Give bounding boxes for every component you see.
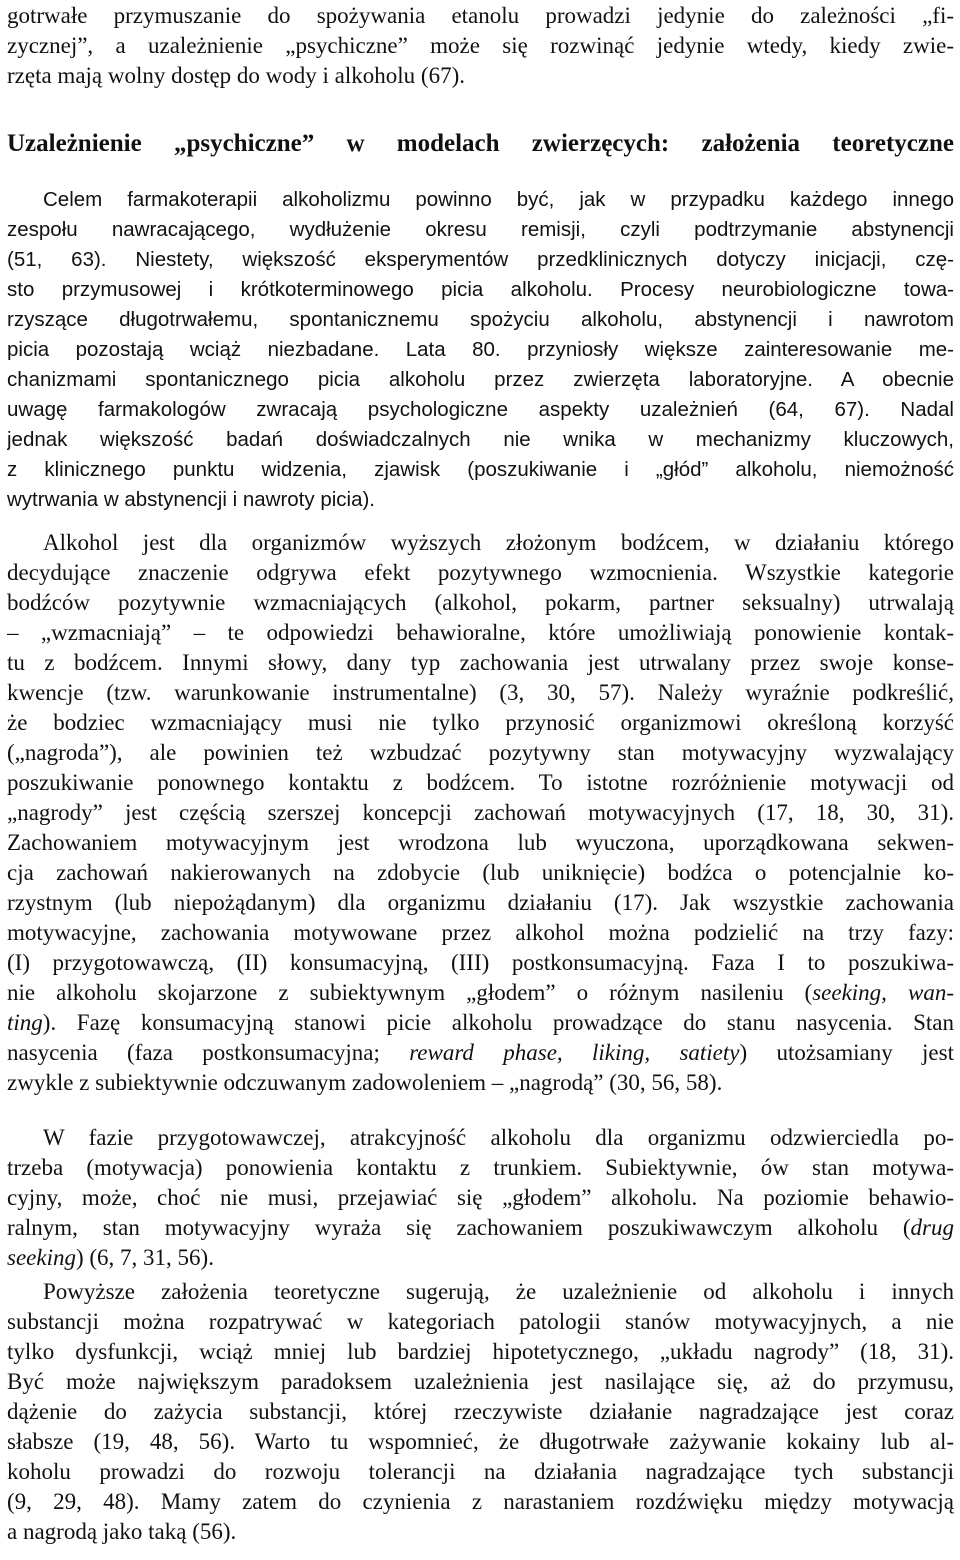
text-line: z klinicznego punktu widzenia, zjawisk (poszukiwanie i „głód” alkoholu, niemożność [7, 458, 954, 481]
italic-term: reward phase, liking, satiety [409, 1040, 740, 1065]
text-line: kwencje (tzw. warunkowanie instrumentalne) (3, 30, 57). Należy wyraźnie podkreślić, [7, 680, 954, 705]
text-line: zwykle z subiektywnie odczuwanym zadowoleniem – „nagrodą” (30, 56, 58). [7, 1070, 723, 1095]
text-line: uwagę farmakologów zwracają psychologiczne aspekty uzależnień (64, 67). Nadal [7, 398, 954, 421]
text-line: rzęta mają wolny dostęp do wody i alkoholu (67). [7, 63, 465, 88]
text-line [7, 1009, 954, 1039]
text-run: nie alkoholu skojarzone z subiektywnym „głodem” o różnym nasileniu ( [7, 980, 813, 1005]
text-line: decydujące znaczenie odgrywa efekt pozytywnego wzmocnienia. Wszystkie kategorie [7, 560, 954, 585]
italic-term: drug [910, 1215, 954, 1240]
text-line [7, 979, 954, 1009]
text-line: dążenie do zażycia substancji, której rzeczywiste działanie nagradzające jest coraz [7, 1399, 954, 1424]
text-line: zycznej”, a uzależnienie „psychiczne” może się rozwinąć jedynie wtedy, kiedy zwie- [7, 33, 954, 58]
text-line: gotrwałe przymuszanie do spożywania etanolu prowadzi jedynie do zależności „fi- [7, 3, 954, 28]
text-run: nasycenia (faza postkonsumacyjna; [7, 1040, 410, 1065]
text-line: motywacyjne, zachowania motywowane przez alkohol można podzielić na trzy fazy: [7, 920, 954, 945]
text-line: że bodziec wzmacniający musi nie tylko przynosić organizmowi określoną korzyść [7, 710, 954, 735]
text-line: substancji można rozpatrywać w kategoriach patologii stanów motywacyjnych, a nie [7, 1309, 954, 1334]
text-line: zespołu nawracającego, wydłużenie okresu remisji, czyli podtrzymanie abstynencji [7, 218, 954, 241]
text-run: ) (6, 7, 31, 56). [75, 1245, 214, 1270]
text-line: chanizmami spontanicznego picia alkoholu przez zwierzęta laboratoryjne. A obecnie [7, 368, 954, 391]
text-line: a nagrodą jako taką (56). [7, 1519, 237, 1544]
text-line: rzystnym (lub niepożądanym) dla organizmu działaniu (17). Jak wszystkie zachowania [7, 890, 954, 915]
text-line: cyjny, może, choć nie musi, przejawiać się „głodem” alkoholu. Na poziomie behawio- [7, 1185, 954, 1210]
text-line: tu z bodźcem. Innymi słowy, dany typ zachowania jest utrwalany przez swoje konse- [7, 650, 954, 675]
text-line: (I) przygotowawczą, (II) konsumacyjną, (III) postkonsumacyjną. Faza I to poszukiwa- [7, 950, 954, 975]
text-line: poszukiwanie ponownego kontaktu z bodźcem. To istotne rozróżnienie motywacji od [7, 770, 954, 795]
text-line: W fazie przygotowawczej, atrakcyjność alkoholu dla organizmu odzwierciedla po- [43, 1125, 954, 1150]
text-line: Celem farmakoterapii alkoholizmu powinno być, jak w przypadku każdego innego [43, 188, 954, 211]
text-line: (51, 63). Niestety, większość eksperymentów przedklinicznych dotyczy inicjacji, czę- [7, 248, 954, 271]
text-line: „nagrody” jest częścią szerszej koncepcji zachowań motywacyjnych (17, 18, 30, 31). [7, 800, 954, 825]
text-run: ) utożsamiany jest [739, 1040, 954, 1065]
text-line: bodźców pozytywnie wzmacniających (alkohol, pokarm, partner seksualny) utrwalają [7, 590, 954, 615]
text-line: („nagroda”), ale powinien też wzbudzać pozytywny stan motywacyjny wyzwalający [7, 740, 954, 765]
text-line: tylko dysfunkcji, wciąż mniej lub bardziej hipotetycznego, „układu nagrody” (18, 31). [7, 1339, 954, 1364]
text-line: jednak większość badań doświadczalnych nie wnika w mechanizmy kluczowych, [7, 428, 954, 451]
section-heading: Uzależnienie „psychiczne” w modelach zwierzęcych: założenia teoretyczne [7, 130, 954, 157]
italic-term: seeking [7, 1245, 76, 1270]
italic-term: seeking, wan- [812, 980, 954, 1005]
text-run: ralnym, stan motywacyjny wyraża się zachowaniem poszukiwawczym alkoholu ( [7, 1215, 911, 1240]
text-line: – „wzmacniają” – te odpowiedzi behawioralne, które umożliwiają ponowienie kontak- [7, 620, 954, 645]
text-line: wytrwania w abstynencji i nawroty picia). [7, 488, 375, 511]
text-line [7, 1039, 954, 1069]
text-line [7, 1244, 954, 1274]
text-run: ). Fazę konsumacyjną stanowi picie alkoholu prowadzące do stanu nasycenia. Stan [42, 1010, 954, 1035]
text-line: Alkohol jest dla organizmów wyższych złożonym bodźcem, w działaniu którego [43, 530, 954, 555]
text-line [7, 1214, 954, 1244]
text-line: koholu prowadzi do rozwoju tolerancji na działania nagradzające tych substancji [7, 1459, 954, 1484]
text-line: picia pozostają wciąż niezbadane. Lata 80. przyniosły większe zainteresowanie me- [7, 338, 954, 361]
text-line: (9, 29, 48). Mamy zatem do czynienia z narastaniem rozdźwięku między motywacją [7, 1489, 954, 1514]
text-line: Zachowaniem motywacyjnym jest wrodzona lub wyuczona, uporządkowana sekwen- [7, 830, 954, 855]
text-line: Powyższe założenia teoretyczne sugerują, że uzależnienie od alkoholu i innych [43, 1279, 954, 1304]
text-line: Być może największym paradoksem uzależnienia jest nasilające się, aż do przymusu, [7, 1369, 954, 1394]
text-line: rzyszące długotrwałemu, spontanicznemu spożyciu alkoholu, abstynencji i nawrotom [7, 308, 954, 331]
text-line: sto przymusowej i krótkoterminowego picia alkoholu. Procesy neurobiologiczne towa- [7, 278, 954, 301]
text-line: trzeba (motywacja) ponowienia kontaktu z trunkiem. Subiektywnie, ów stan motywa- [7, 1155, 954, 1180]
text-line: cja zachowań nakierowanych na zdobycie (lub uniknięcie) bodźca o potencjalnie ko- [7, 860, 954, 885]
italic-term: ting [7, 1010, 43, 1035]
text-line: słabsze (19, 48, 56). Warto tu wspomnieć, że długotrwałe zażywanie kokainy lub al- [7, 1429, 954, 1454]
